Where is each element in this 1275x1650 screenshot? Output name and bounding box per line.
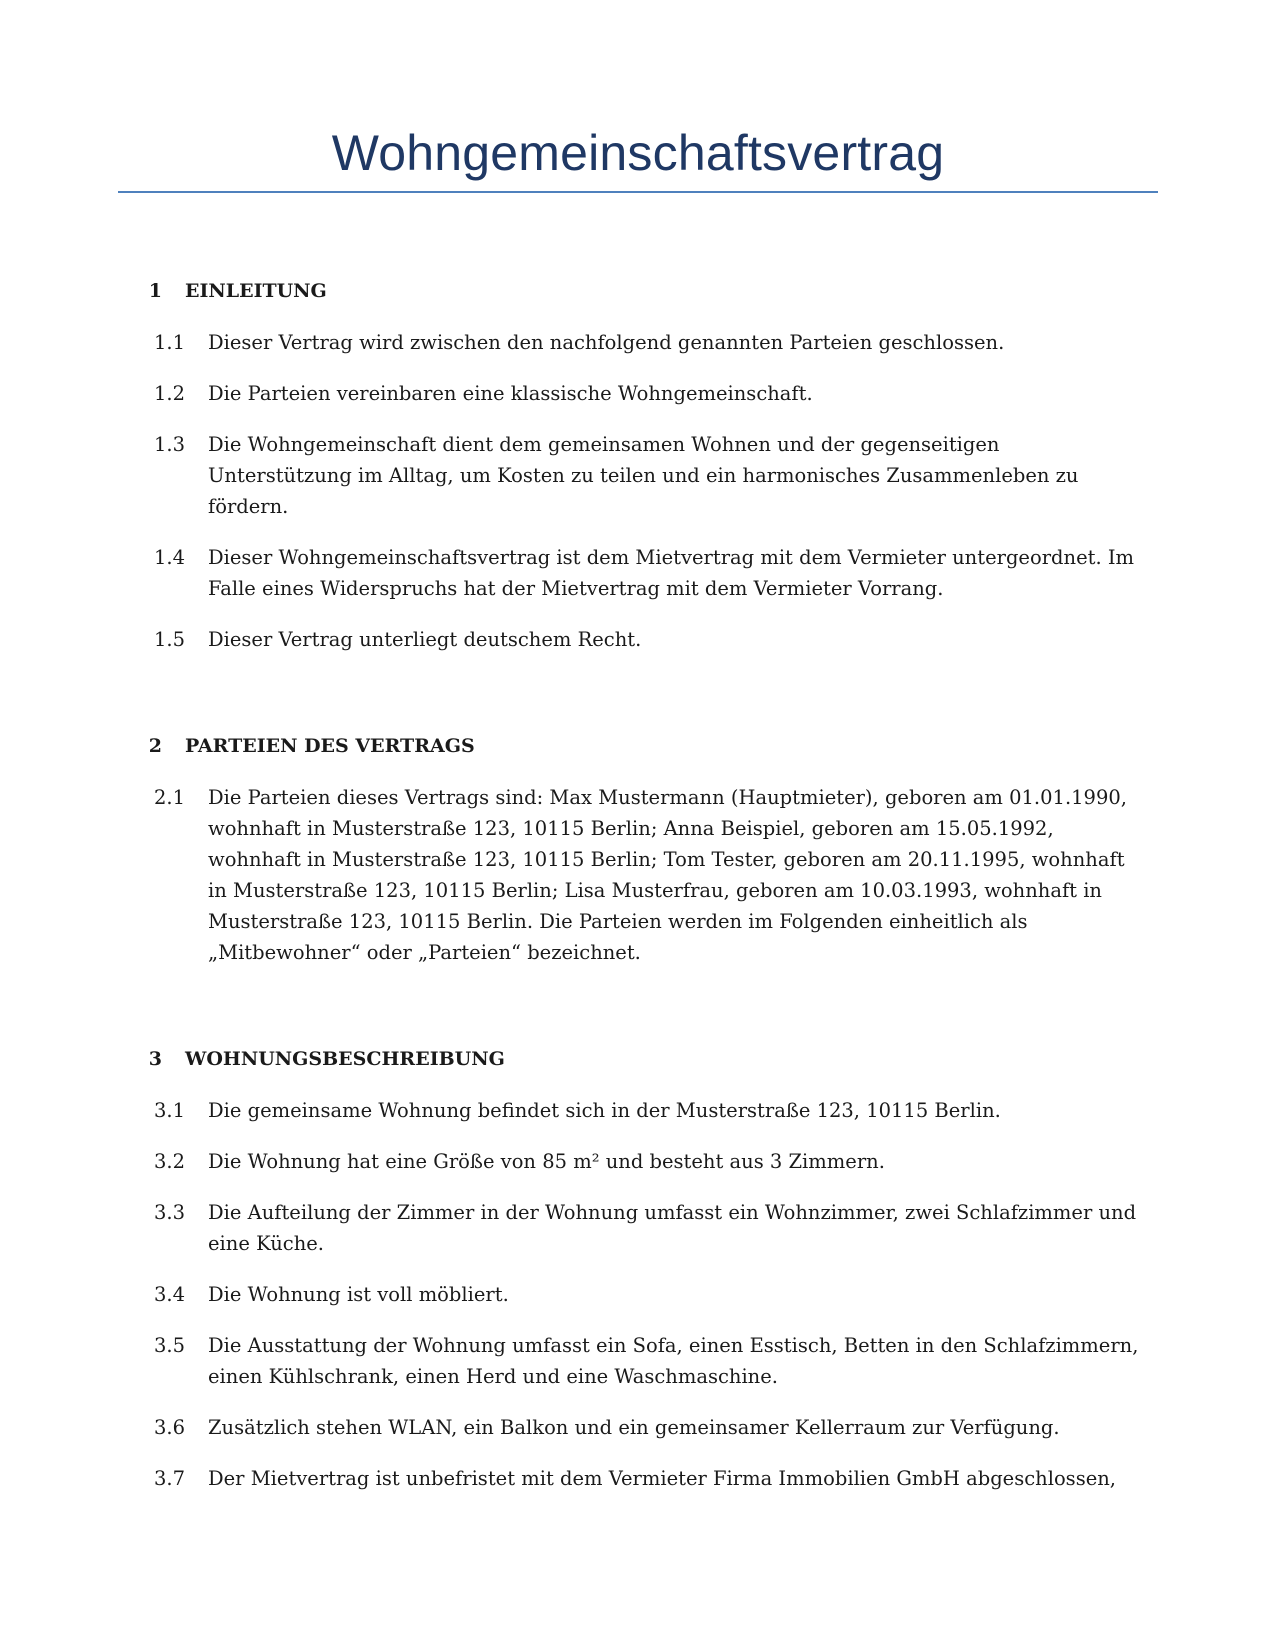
section-einleitung (118, 276, 1158, 655)
clause (118, 1412, 1158, 1443)
clause-number: 2.1 (154, 786, 186, 809)
clause-text: Dieser Vertrag wird zwischen den nachfolgend genannten Parteien geschlossen. (208, 331, 1005, 354)
clause-text: Die Parteien vereinbaren eine klassische Wohngemeinschaft. (208, 382, 813, 405)
clause (118, 624, 1158, 655)
clause (118, 1197, 1158, 1259)
clause (118, 1095, 1158, 1126)
clause-number: 1.5 (154, 628, 186, 651)
section-number: 1 (148, 280, 162, 302)
clause-number: 1.4 (154, 546, 186, 569)
clause-number: 3.6 (154, 1416, 186, 1439)
clause-number: 1.2 (154, 382, 186, 405)
section-heading (118, 1044, 1158, 1075)
section-parteien (118, 731, 1158, 968)
clause-number: 3.5 (154, 1334, 186, 1357)
clause (118, 542, 1158, 604)
clause-number: 3.2 (154, 1150, 186, 1173)
clause-text: Die Aufteilung der Zimmer in der Wohnung umfasst ein Wohnzimmer, zwei Schlafzimmer und eine Küche. (208, 1201, 1137, 1255)
clause-text: Die Wohnung hat eine Größe von 85 m² und besteht aus 3 Zimmern. (208, 1150, 885, 1173)
clause-number: 3.4 (154, 1283, 186, 1306)
section-title: PARTEIEN DES VERTRAGS (185, 735, 475, 757)
clause-text: Die Ausstattung der Wohnung umfasst ein Sofa, einen Esstisch, Betten in den Schlafzimmern, einen Kühlschrank, einen Herd und eine Waschmaschine. (208, 1334, 1139, 1388)
clause-number: 1.3 (154, 433, 186, 456)
clause-number: 3.3 (154, 1201, 186, 1224)
title-underline (118, 191, 1158, 193)
clause-text: Dieser Vertrag unterliegt deutschem Recht. (208, 628, 642, 651)
section-wohnungsbeschreibung (118, 1044, 1158, 1494)
clause (118, 327, 1158, 358)
section-heading (118, 276, 1158, 307)
section-title: WOHNUNGSBESCHREIBUNG (185, 1048, 505, 1070)
clause-number: 3.1 (154, 1099, 186, 1122)
clause (118, 1330, 1158, 1392)
clause-text: Die Wohngemeinschaft dient dem gemeinsamen Wohnen und der gegenseitigen Unterstützung im Alltag, um Kosten zu teilen und ein harmonisches Zusammenleben zu fördern. (208, 433, 1079, 518)
section-title: EINLEITUNG (185, 280, 327, 302)
section-number: 3 (148, 1048, 162, 1070)
clause-text: Der Mietvertrag ist unbefristet mit dem Vermieter Firma Immobilien GmbH abgeschlossen, (208, 1467, 1116, 1490)
section-heading (118, 731, 1158, 762)
clause-text: Die Parteien dieses Vertrags sind: Max Mustermann (Hauptmieter), geboren am 01.01.1990, wohnhaft in Musterstraße 123, 10115 Berlin; Anna Beispiel, geboren am 15.05.1992, wohnhaft in Musterstraße 123, 10115 Berlin; Tom Tester, geboren am 20.11.1995, wohnhaft in Musterstraße 123, 10115 Berlin; Lisa Musterfrau, geboren am 10.03.1993, wohnhaft in Musterstraße 123, 10115 Berlin. Die Parteien werden im Folgenden einheitlich als „Mitbewohner“ oder „Parteien“ bezeichnet. (208, 786, 1127, 964)
clause (118, 1146, 1158, 1177)
clause-number: 1.1 (154, 331, 186, 354)
clause (118, 1279, 1158, 1310)
clause (118, 378, 1158, 409)
section-number: 2 (148, 735, 162, 757)
clause-number: 3.7 (154, 1467, 186, 1490)
document-title: Wohngemeinschaftsvertrag (331, 125, 945, 181)
clause (118, 429, 1158, 522)
clause-text: Dieser Wohngemeinschaftsvertrag ist dem Mietvertrag mit dem Vermieter untergeordnet. Im Falle eines Widerspruchs hat der Mietvertrag mit dem Vermieter Vorrang. (208, 546, 1135, 600)
document-body (118, 276, 1158, 1570)
clause-text: Zusätzlich stehen WLAN, ein Balkon und ein gemeinsamer Kellerraum zur Verfügung. (208, 1416, 1060, 1439)
clause (118, 782, 1158, 968)
clause (118, 1463, 1158, 1494)
clause-text: Die Wohnung ist voll möbliert. (208, 1283, 509, 1306)
clause-text: Die gemeinsame Wohnung befindet sich in der Musterstraße 123, 10115 Berlin. (208, 1099, 1001, 1122)
